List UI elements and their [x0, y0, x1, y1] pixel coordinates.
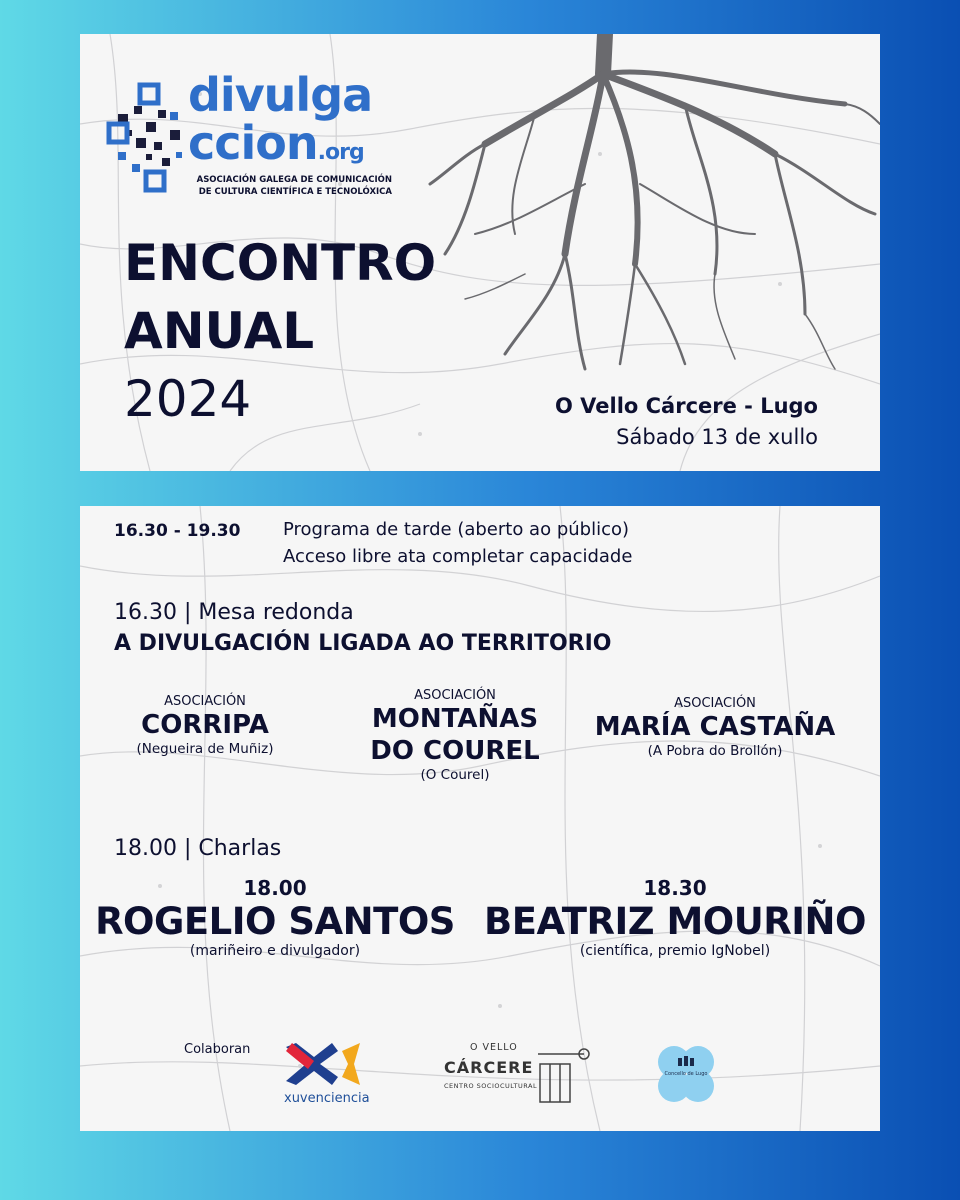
- concello-lugo-logo: [656, 1044, 716, 1104]
- vello-carcere-logo: [440, 1036, 590, 1108]
- schedule-line-2: Acceso libre ata completar capacidade: [283, 546, 633, 567]
- talk-time: 18.30: [643, 876, 707, 900]
- association-name: CORRIPA: [141, 710, 269, 740]
- talk-time: 18.00: [243, 876, 307, 900]
- logo-line-2-wrap: [188, 118, 364, 179]
- schedule-time-range: 16.30 - 19.30: [114, 521, 241, 541]
- association-name-2: DO COUREL: [370, 736, 540, 766]
- talk-speaker: ROGELIO SANTOS: [95, 900, 455, 943]
- round-table-heading: 16.30 | Mesa redonda: [114, 600, 354, 625]
- sponsors-label: Colaboran: [184, 1042, 251, 1057]
- logo-line-2: ccion: [188, 116, 318, 170]
- association-montanas: [350, 688, 560, 783]
- vello-top-text: O VELLO: [470, 1042, 518, 1053]
- event-title-1: ENCONTRO: [124, 234, 437, 292]
- association-label: ASOCIACIÓN: [164, 694, 246, 709]
- tree-roots-illustration: [425, 34, 880, 374]
- logo-subtitle-2: DE CULTURA CIENTÍFICA E TECNOLÓXICA: [198, 187, 392, 197]
- association-corripa: [100, 694, 310, 757]
- schedule-line-1: Programa de tarde (aberto ao público): [283, 519, 630, 540]
- event-date: Sábado 13 de xullo: [616, 425, 818, 449]
- vello-main-text: CÁRCERE: [444, 1058, 534, 1077]
- event-title-2: ANUAL: [124, 302, 315, 360]
- talk-beatriz-mourino: [480, 876, 870, 959]
- xuvenciencia-icon: [278, 1039, 368, 1089]
- association-name-1: MONTAÑAS: [371, 704, 539, 734]
- header-panel: [80, 34, 880, 471]
- logo-subtitle-1: ASOCIACIÓN GALEGA DE COMUNICACIÓN: [196, 175, 392, 185]
- association-label: ASOCIACIÓN: [674, 696, 756, 711]
- qr-code-icon: [106, 82, 196, 202]
- association-label: ASOCIACIÓN: [414, 688, 496, 703]
- concello-text: Concello de Lugo: [664, 1071, 708, 1077]
- talk-description: (científica, premio IgNobel): [579, 943, 771, 959]
- association-maria-castana: [570, 696, 860, 759]
- association-place: (O Courel): [420, 767, 490, 783]
- xuvenciencia-logo: [278, 1039, 370, 1109]
- key-icon: [536, 1042, 590, 1104]
- round-table-title: A DIVULGACIÓN LIGADA AO TERRITORIO: [114, 631, 612, 656]
- talk-description: (mariñeiro e divulgador): [189, 943, 361, 959]
- event-venue: O Vello Cárcere - Lugo: [554, 394, 818, 418]
- talks-heading: 18.00 | Charlas: [114, 836, 282, 861]
- logo-line-1: divulga: [188, 68, 373, 122]
- vello-bottom-text: CENTRO SOCIOCULTURAL: [444, 1082, 538, 1090]
- association-name: MARÍA CASTAÑA: [594, 712, 836, 742]
- logo-suffix: .org: [317, 140, 364, 165]
- logo-subtitle: [197, 174, 392, 198]
- association-place: (Negueira de Muñiz): [136, 741, 274, 757]
- program-panel: [80, 506, 880, 1131]
- event-year: 2024: [124, 370, 252, 428]
- xuvenciencia-text: xuvenciencia: [284, 1091, 370, 1106]
- association-place: (A Pobra do Brollón): [647, 743, 783, 759]
- talk-rogelio-santos: [90, 876, 460, 959]
- talk-speaker: BEATRIZ MOURIÑO: [484, 900, 866, 943]
